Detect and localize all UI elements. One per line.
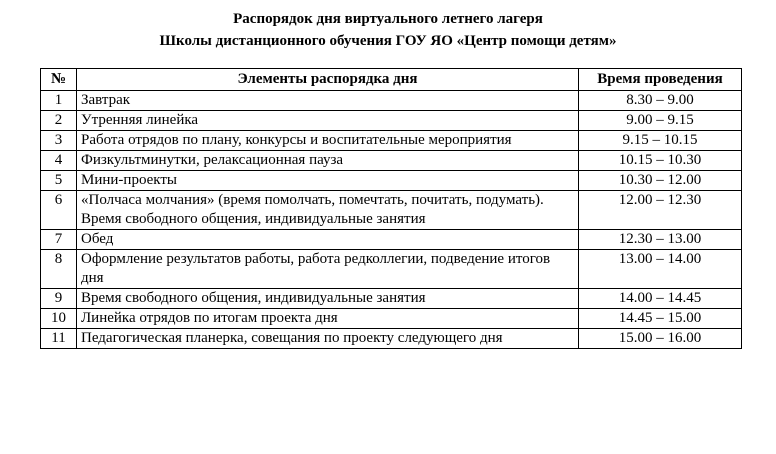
row-number: 8: [41, 250, 77, 289]
row-number: 7: [41, 230, 77, 250]
row-time: 12.00 – 12.30: [579, 191, 742, 230]
table-row: [41, 151, 742, 171]
row-number: 3: [41, 131, 77, 151]
row-time: 12.30 – 13.00: [579, 230, 742, 250]
row-activity: Работа отрядов по плану, конкурсы и воспитательные мероприятия: [77, 131, 579, 151]
row-activity: Утренняя линейка: [77, 111, 579, 131]
document-title: [0, 8, 776, 52]
table-row: [41, 289, 742, 309]
row-activity: Завтрак: [77, 91, 579, 111]
row-number: 10: [41, 309, 77, 329]
row-number: 9: [41, 289, 77, 309]
table-row: [41, 191, 742, 230]
row-number: 4: [41, 151, 77, 171]
row-time: 14.00 – 14.45: [579, 289, 742, 309]
row-time: 14.45 – 15.00: [579, 309, 742, 329]
row-activity: Физкультминутки, релаксационная пауза: [77, 151, 579, 171]
table-row: [41, 250, 742, 289]
row-activity-part-1: «Полчаса молчания» (время помолчать, помечтать, почитать, подумать).: [81, 192, 544, 208]
row-activity: Мини-проекты: [77, 171, 579, 191]
table-row: [41, 131, 742, 151]
row-activity: Оформление результатов работы, работа редколлегии, подведение итогов дня: [77, 250, 579, 289]
row-activity: Педагогическая планерка, совещания по проекту следующего дня: [77, 329, 579, 349]
row-number: 6: [41, 191, 77, 230]
column-header-time: Время проведения: [579, 69, 742, 91]
row-time: 8.30 – 9.00: [579, 91, 742, 111]
table-row: [41, 171, 742, 191]
table-row: [41, 309, 742, 329]
table-row: [41, 91, 742, 111]
table-row: [41, 111, 742, 131]
schedule-table: [40, 68, 742, 349]
row-time: 9.00 – 9.15: [579, 111, 742, 131]
title-line-2: Школы дистанционного обучения ГОУ ЯО «Центр помощи детям»: [159, 33, 617, 49]
column-header-number: №: [41, 69, 77, 91]
row-number: 2: [41, 111, 77, 131]
table-row: [41, 230, 742, 250]
row-activity: [77, 191, 579, 230]
row-time: 9.15 – 10.15: [579, 131, 742, 151]
row-time: 15.00 – 16.00: [579, 329, 742, 349]
row-number: 5: [41, 171, 77, 191]
table-header-row: [41, 69, 742, 91]
title-line-1: Распорядок дня виртуального летнего лагеря: [233, 11, 543, 27]
row-time: 10.15 – 10.30: [579, 151, 742, 171]
row-activity-part-2: Время свободного общения, индивидуальные занятия: [81, 211, 426, 227]
row-activity: Линейка отрядов по итогам проекта дня: [77, 309, 579, 329]
row-time: 10.30 – 12.00: [579, 171, 742, 191]
table-row: [41, 329, 742, 349]
row-number: 1: [41, 91, 77, 111]
column-header-activity: Элементы распорядка дня: [77, 69, 579, 91]
row-activity: Время свободного общения, индивидуальные занятия: [77, 289, 579, 309]
row-time: 13.00 – 14.00: [579, 250, 742, 289]
row-activity: Обед: [77, 230, 579, 250]
row-number: 11: [41, 329, 77, 349]
